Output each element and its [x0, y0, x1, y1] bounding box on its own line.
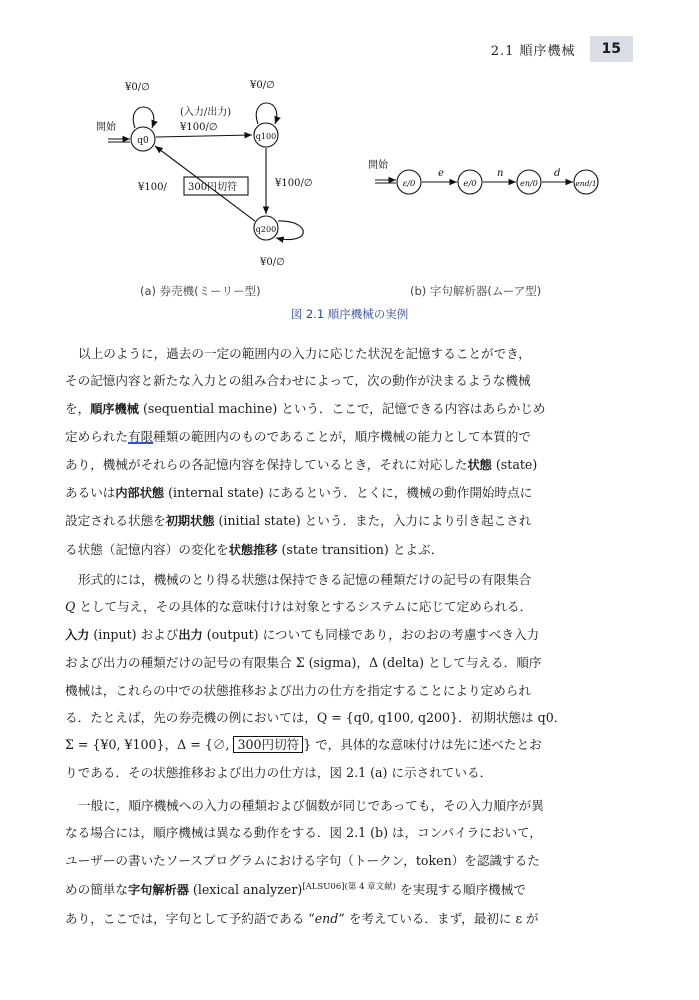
page-number: 15	[590, 36, 633, 62]
edge-d-label: d	[554, 168, 561, 179]
edge-n-label: n	[497, 168, 504, 179]
text-line: 一般に，順序機械への入力の種類および個数が同じであっても，その入力順序が異	[78, 798, 544, 813]
ticket-output-label: 300円切符	[188, 182, 238, 193]
text-line: る．たとえば，先の券売機の例においては，Q = {q0, q100, q200}．初期状態は q0．	[65, 710, 567, 726]
text-line: その記憶内容と新たな入力との組み合わせによって，次の動作が決まるような機械	[65, 373, 531, 389]
state-en-label: en/0	[520, 179, 538, 188]
text-line: なる場合には，順序機械は異なる動作をする．図 2.1 (b) は，コンパイラにおいて，	[65, 825, 542, 841]
text-line: を，順序機械 (sequential machine) という．ここで，記憶できる内容はあらかじめ	[65, 400, 546, 416]
diagram-lexical-analyzer	[368, 158, 598, 194]
state-q100-label: q100	[255, 132, 277, 141]
self-loop-q100-label: ¥0/∅	[250, 80, 275, 91]
self-loop-q100	[256, 103, 276, 124]
page-header	[491, 36, 633, 62]
diagram-ticket-machine	[96, 80, 313, 268]
paragraph-1	[65, 340, 635, 564]
figure-title: 図 2.1 順序機械の実例	[290, 307, 409, 321]
text-line: る状態（記憶内容）の変化を状態推移 (state transition) とよぶ．	[65, 541, 444, 557]
paragraph-3	[65, 792, 635, 932]
edge-q0-q100	[156, 135, 252, 137]
text-line: 形式的には，機械のとり得る状態は保持できる記憶の種類だけの記号の有限集合	[78, 572, 532, 587]
self-loop-q0	[133, 107, 153, 128]
underlined-finite: 有限	[127, 429, 154, 445]
boxed-ticket: 300円切符	[233, 736, 303, 753]
term-internal-state: 内部状態	[115, 486, 165, 501]
term-output: 出力	[178, 627, 203, 642]
term-input: 入力	[65, 627, 90, 642]
text-line: 機械は，これらの中での状態推移および出力の仕方を指定することにより定められ	[65, 682, 531, 698]
text-line: Σ = {¥0, ¥100}，Δ = {∅, 300円切符 } で，具体的な意味付けは先に述べたとお	[65, 737, 542, 753]
self-loop-q0-label: ¥0/∅	[125, 82, 150, 93]
text-line: めの簡単な字句解析器 (lexical analyzer)$^{[ALSU06](第 4 章文献)}$ を実現する順序機械で	[65, 882, 526, 898]
caption-a: (a) 券売機(ミーリー型)	[140, 284, 261, 298]
self-loop-q200	[276, 221, 303, 240]
edge-q200-q0-label: ¥100/	[138, 182, 167, 193]
state-e-label: e/0	[463, 179, 477, 189]
caption-b: (b) 字句解析器(ムーア型)	[410, 284, 542, 298]
term-state-transition: 状態推移	[228, 542, 278, 557]
state-q200-label: q200	[255, 225, 277, 234]
self-loop-q200-label: ¥0/∅	[260, 257, 285, 268]
term-sequential-machine: 順序機械	[90, 401, 139, 416]
figure-2-1	[90, 70, 600, 280]
text-line: あり，機械がそれらの各記憶内容を保持しているとき，それに対応した状態 (state)	[65, 456, 538, 472]
io-label: (入力/出力)	[180, 107, 232, 118]
edge-q0-q100-label: ¥100/∅	[180, 122, 218, 133]
edge-q100-q200-label: ¥100/∅	[275, 178, 313, 189]
text-line: および出力の種類だけの記号の有限集合 Σ (sigma)，Δ (delta) として与える．順序	[65, 655, 542, 671]
text-line: ユーザーの書いたソースプログラムにおける字句（トークン，token）を認識するた	[65, 852, 540, 868]
state-q0-label: q0	[137, 136, 149, 146]
edge-e-label: e	[438, 168, 444, 179]
text-line: あり，ここでは，字句として予約語である “end” を考えている．まず，最初に ε が	[65, 910, 539, 926]
start-label-b: 開始	[368, 160, 388, 171]
text-line: 定められた有限種類の範囲内のものであることが，順序機械の能力として本質的で	[65, 429, 531, 445]
state-end-label: end/1	[575, 179, 597, 188]
text-line: 入力 (input) および出力 (output) についても同様であり，おのおの考慮すべき入力	[65, 626, 540, 642]
state-eps-label: ε/0	[402, 179, 416, 189]
text-line: あるいは内部状態 (internal state) にあるという．とくに，機械の動作開始時点に	[65, 485, 533, 501]
text-line: 設定される状態を初期状態 (initial state) という．また，入力により引き起こされ	[65, 513, 532, 529]
paragraph-2	[65, 566, 635, 786]
term-lexical-analyzer: 字句解析器	[127, 883, 189, 898]
citation: [ALSU06](第 4 章文献)	[302, 882, 396, 893]
term-state: 状態	[467, 457, 492, 472]
section-title: 2.1 順序機械	[490, 43, 576, 59]
term-initial-state: 初期状態	[165, 514, 215, 529]
start-label-a: 開始	[96, 122, 116, 133]
text-line: 以上のように，過去の一定の範囲内の入力に応じた状況を記憶することができ，	[78, 346, 531, 361]
text-line: Q として与え，その具体的な意味付けは対象とするシステムに応じて定められる．	[65, 599, 533, 615]
text-line: りである．その状態推移および出力の仕方は，図 2.1 (a) に示されている．	[65, 764, 493, 780]
